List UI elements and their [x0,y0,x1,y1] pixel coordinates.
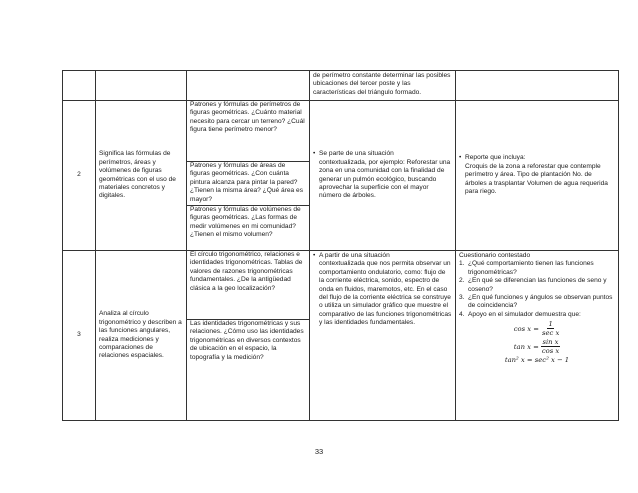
situation-continuation: de perímetro constante determinar las posibles ubicaciones del tercer poste y las características del triángulo formado. [313,72,451,96]
competence-cell [96,101,187,251]
formula-cos [459,320,615,337]
formula-block [459,320,615,364]
table-cell [63,71,96,101]
formula-pythagorean [459,356,615,364]
question-list [459,260,615,319]
situation-cell [310,251,456,421]
formula-lhs: tan x = [513,342,539,351]
question-text: ¿Qué comportamiento tienen las funciones trigonométricas? [468,260,594,276]
situation-text: contextualizada que nos permita observar un comportamiento ondulatorio, como: flujo de la corriente eléctrica, sonido, espectro de onda en fluidos, maremotos, etc. En el caso del flujo de la corriente eléctrica se construye o utiliza un simulador gráfico que muestre el comparativo de las funciones trigonométricas y las identidades fundamentales. [319,260,452,327]
content-block: Las identidades trigonométricas y sus relaciones. ¿Cómo uso las identidades trigonométricas en diversos contextos de ubicación en el espacio, la topografía y la medición? [187,319,309,362]
evidence-title: Cuestionario contestado [459,252,531,259]
evidence-text: Croquis de la zona a reforestar que contemple perímetro y área. Tipo de plantación No. de árboles a trasplantar Volumen de agua requerida para riego. [465,162,608,196]
table-cell [187,71,310,101]
situation-first-line: Se parte de una situación [319,150,394,158]
fraction [541,338,560,355]
bullet-item [313,150,452,158]
bullet-item [459,154,615,162]
fraction [541,320,560,337]
competence-cell [96,251,187,421]
list-number: 2. [459,277,465,285]
question-text: ¿En qué se diferencian las funciones de seno y coseno? [468,277,607,293]
table-cell [456,71,619,101]
situation-first-line: A partir de una situación [319,252,390,259]
bullet-icon: • [313,150,316,158]
table-row [63,71,619,101]
competence-text: Significa las fórmulas de perímetros, áreas y volúmenes de figuras geométricas con el uso de materiales concretos y digitales. [99,150,176,200]
bullet-item [313,252,452,260]
question-text: ¿En qué funciones y ángulos se observan puntos de coincidencia? [468,294,613,310]
competence-text: Analiza al círculo trigonométrico y describen a las funciones angulares, realiza mediciones y comparaciones de relaciones espaciales. [99,310,182,360]
content-block: Patrones y fórmulas de perímetros de figuras geométricas. ¿Cuánto material necesito para cercar un terreno? ¿Cuál figura tiene perímetro menor? [190,101,305,134]
row-number: 3 [63,251,96,421]
fraction-denominator: sec x [541,329,560,338]
row-number: 2 [63,101,96,251]
list-item [459,277,615,294]
situation-text: contextualizada, por ejemplo: Reforestar una zona en una comunidad con la finalidad de generar un pulmón ecológico, buscando aprovechar la superficie con el mayor número de árboles. [319,158,451,200]
fraction-denominator: cos x [541,347,560,356]
content-block: Patrones y fórmulas de volúmenes de figuras geométricas. ¿Las formas de medir volúmenes en mi comunidad? ¿Tienen el mismo volumen? [187,205,309,240]
bullet-icon: • [313,252,316,259]
evidence-first-line: Reporte que incluya: [465,154,526,162]
contents-cell [187,101,310,251]
page-number: 33 [314,447,324,456]
situation-cell [310,101,456,251]
table-cell [310,71,456,101]
table-cell [96,71,187,101]
contents-cell [187,251,310,421]
list-number: 1. [459,260,465,268]
bullet-icon: • [459,154,462,162]
evidence-cell [456,251,619,421]
question-text: Apoyo en el simulador demuestra que: [468,310,581,318]
list-number: 3. [459,294,465,302]
formula-text: tan² x = sec² x − 1 [504,356,570,365]
fraction-numerator: 1 [548,320,553,329]
list-number: 4. [459,310,465,318]
content-block: Patrones y fórmulas de áreas de figuras geométricas. ¿Con cuánta pintura alcanza para pintar la pared? ¿Tienen la misma área? ¿Qué área es mayor? [187,161,309,205]
formula-lhs: cos x = [513,324,539,333]
fraction-numerator: sin x [542,338,559,347]
content-block: El círculo trigonométrico, relaciones e identidades trigonométricas. Tablas de valores de razones trigonométricas fundamentales. ¿De la antigüedad clásica a la geo localización? [190,251,303,292]
list-item [459,294,615,311]
formula-tan [459,338,615,355]
evidence-cell [456,101,619,251]
list-item [459,260,615,277]
table-row [63,251,619,421]
list-item [459,311,615,319]
table-row [63,101,619,251]
planning-table [62,70,619,421]
